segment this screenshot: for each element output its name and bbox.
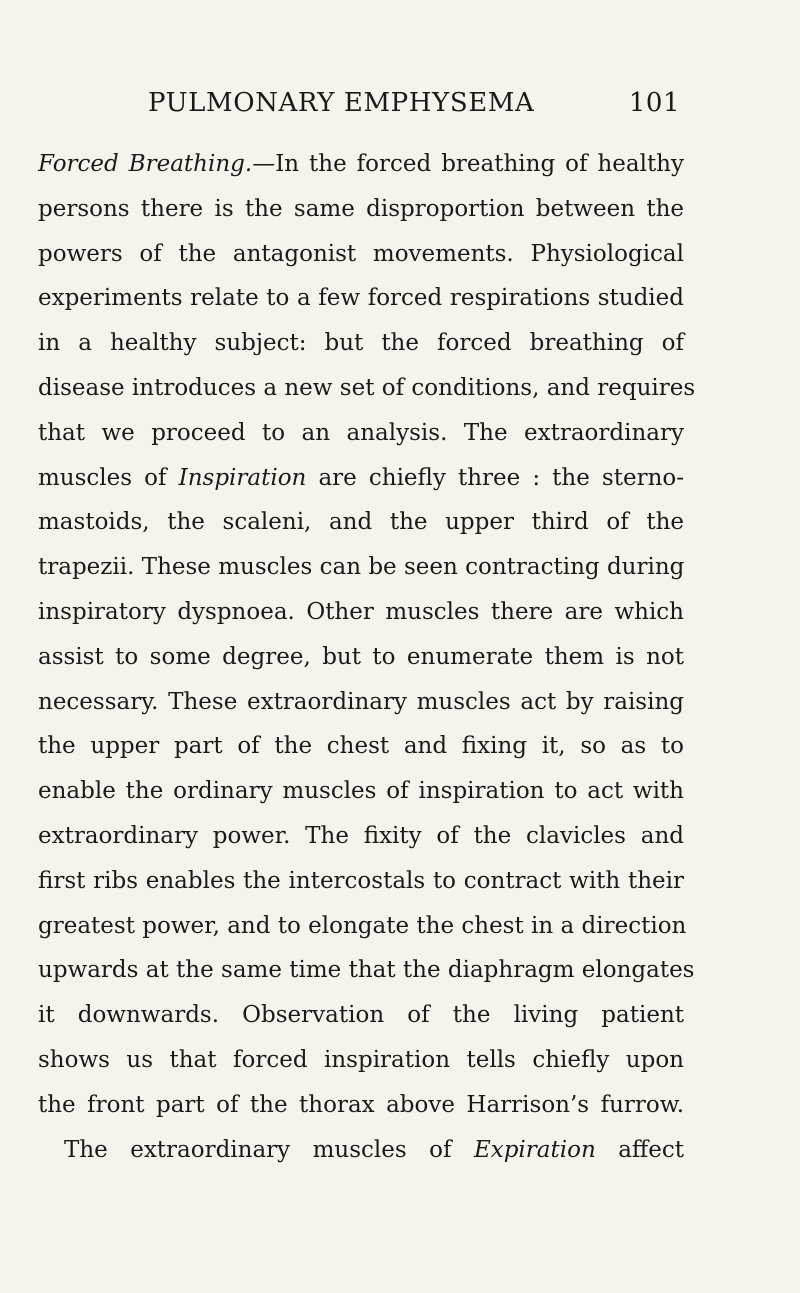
text-line: extraordinary power. The fixity of the clavicles and — [38, 822, 684, 849]
text-line: persons there is the same disproportion between the — [38, 195, 684, 222]
text-fragment: muscles of — [38, 464, 179, 491]
text-line: that we proceed to an analysis. The extraordinary — [38, 419, 684, 446]
term-inspiration: Inspiration — [178, 464, 307, 491]
text-fragment: affect — [595, 1136, 684, 1163]
text-line: disease introduces a new set of conditions, and requires — [38, 374, 696, 401]
text-line — [38, 142, 684, 187]
text-fragment: The extraordinary muscles of — [64, 1136, 474, 1163]
text-line: experiments relate to a few forced respirations studied — [38, 285, 684, 312]
text-line: first ribs enables the intercostals to contract with their — [38, 867, 684, 894]
text-line: upwards at the same time that the diaphragm elongates — [38, 957, 695, 984]
page-header — [148, 88, 680, 128]
text-line: the upper part of the chest and fixing it, so as to — [38, 733, 684, 760]
page-number: 101 — [628, 88, 680, 118]
text-line: inspiratory dyspnoea. Other muscles there are which — [38, 598, 684, 625]
text-line — [38, 456, 684, 501]
term-expiration: Expiration — [473, 1136, 596, 1163]
text-line: powers of the antagonist movements. Physiological — [38, 240, 684, 267]
text-fragment: —In the forced breathing of healthy — [252, 151, 684, 177]
body-paragraph — [38, 142, 696, 1172]
text-line: assist to some degree, but to enumerate them is not — [38, 643, 684, 670]
text-line: the front part of the thorax above Harrison’s furrow. — [38, 1091, 684, 1118]
text-fragment: are chiefly three : the sterno- — [306, 464, 685, 491]
text-line: shows us that forced inspiration tells chiefly upon — [38, 1046, 684, 1073]
text-line: necessary. These extraordinary muscles act by raising — [38, 688, 684, 715]
running-title: PULMONARY EMPHYSEMA — [148, 88, 535, 118]
text-line: greatest power, and to elongate the chest in a direction — [38, 912, 687, 939]
section-heading-forced-breathing: Forced Breathing. — [38, 151, 253, 177]
text-line: in a healthy subject: but the forced breathing of — [38, 330, 684, 357]
text-line: enable the ordinary muscles of inspiration to act with — [38, 778, 684, 805]
text-line: it downwards. Observation of the living patient — [38, 1002, 684, 1029]
text-line — [38, 1128, 684, 1173]
text-line: trapezii. These muscles can be seen contracting during — [38, 554, 685, 581]
text-line: mastoids, the scaleni, and the upper third of the — [38, 509, 684, 536]
